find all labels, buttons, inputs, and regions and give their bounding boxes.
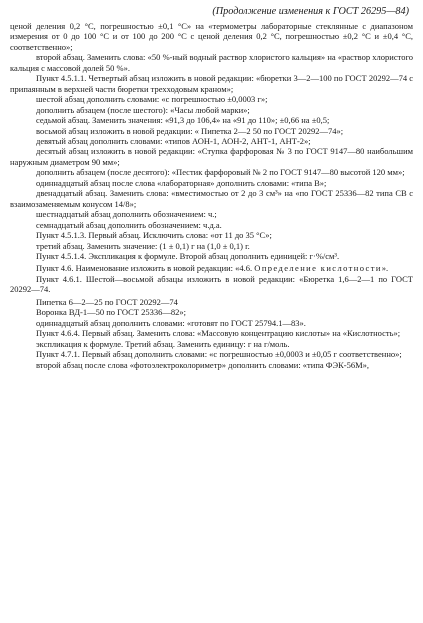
paragraph [10, 105, 413, 115]
spaced-heading-text: Определение кислотности [254, 263, 382, 274]
continuation-header: (Продолжение изменения к ГОСТ 26295—84) [212, 6, 409, 17]
paragraph-text: семнадцатый абзац дополнить обозначением: ч.д.а. [36, 219, 222, 230]
document-body [10, 21, 413, 370]
paragraph-tail: ». [381, 263, 389, 274]
paragraph [10, 297, 413, 307]
paragraph [10, 274, 413, 295]
paragraph [10, 178, 413, 188]
paragraph-text: Пункт 4.5.1.4. Экспликация к формуле. Второй абзац дополнить единицей: г·%/см³. [36, 250, 340, 261]
paragraph-text: восьмой абзац изложить в новой редакции: « Пипетка 2—2 50 по ГОСТ 20292—74»; [36, 125, 344, 136]
paragraph [10, 21, 413, 52]
paragraph [10, 241, 413, 251]
paragraph-text: второй абзац. Заменить слова: «50 %-ный водный раствор хлористого кальция» на «раствор хлористого кальция с массовой долей 50 %». [10, 52, 413, 73]
paragraph [10, 188, 413, 209]
paragraph [10, 349, 413, 359]
paragraph [10, 115, 413, 125]
paragraph [10, 220, 413, 230]
paragraph [10, 126, 413, 136]
paragraph [10, 167, 413, 177]
paragraph [10, 146, 413, 167]
paragraph-text: шестой абзац дополнить словами: «с погрешностью ±0,0003 г»; [36, 94, 268, 105]
paragraph-text: двенадцатый абзац. Заменить слова: «вместимостью от 2 до 3 см³» на «по ГОСТ 25336—82 типа СВ с взаимозаменяемым конусом 14/8»; [10, 188, 413, 209]
paragraph-text: Пункт 4.6.4. Первый абзац. Заменить слова: «Массовую концентрацию кислоты» на «Кислотность»; [36, 328, 401, 339]
paragraph [10, 339, 413, 349]
paragraph-text: шестнадцатый абзац дополнить обозначением: ч.; [36, 209, 217, 220]
paragraph-text: седьмой абзац. Заменить значения: «91,3 до 106,4» на «91 до 110»; ±0,66 на ±0,5; [36, 115, 330, 126]
paragraph [10, 209, 413, 219]
paragraph [10, 73, 413, 94]
paragraph-text: дополнить абзацем (после шестого): «Часы любой марки»; [36, 104, 250, 115]
paragraph-text: одиннадцатый абзац после слова «лабораторная» дополнить словами: «типа В»; [36, 177, 327, 188]
paragraph-text: ценой деления 0,2 °С, погрешностью ±0,1 °С» на «термометры лабораторные стеклянные с диапазоном измерения от 0 до 100 °С и от 100 до 200 °С с ценой деления 0,2 °С, погрешностью ±0,2 °С и ±0,4 °С, соответственно»; [10, 21, 413, 52]
paragraph [10, 318, 413, 328]
paragraph [10, 94, 413, 104]
paragraph-text: Пункт 4.7.1. Первый абзац дополнить словами: «с погрешностью ±0,0003 и ±0,05 г соответственно»; [36, 349, 402, 360]
paragraph-text: Пункт 4.6.1. Шестой—восьмой абзацы изложить в новой редакции: «Бюретка 1,6—2—1 по ГОСТ 20292—74. [10, 273, 413, 295]
paragraph-text: Пипетка 6—2—25 по ГОСТ 20292—74 [36, 296, 178, 307]
paragraph [10, 263, 413, 273]
paragraph [10, 136, 413, 146]
paragraph-text: Пункт 4.5.1.1. Четвертый абзац изложить в новой редакции: «бюретки 3—2—100 по ГОСТ 20292—74 с припаянным в верхней части бюретки трехходовым краном»; [10, 73, 413, 94]
paragraph [10, 360, 413, 370]
paragraph [10, 307, 413, 317]
paragraph-text: десятый абзац изложить в новой редакции: «Ступка фарфоровая № 3 по ГОСТ 9147—80 наибольшим наружным диаметром 90 мм»; [10, 146, 413, 167]
paragraph-text: дополнить абзацем (после десятого): «Пестик фарфоровый № 2 по ГОСТ 9147—80 высотой 120 мм»; [36, 167, 405, 178]
paragraph [10, 328, 413, 338]
paragraph [10, 230, 413, 240]
paragraph-text: экспликация к формуле. Третий абзац. Заменить единицу: г на г/моль. [36, 338, 290, 349]
paragraph-text: Воронка ВД-1—50 по ГОСТ 25336—82»; [36, 307, 186, 318]
paragraph-text: девятый абзац дополнить словами: «типов АОН-1, АОН-2, АНТ-1, АНТ-2»; [36, 135, 311, 146]
paragraph [10, 52, 413, 73]
paragraph-text: Пункт 4.6. Наименование изложить в новой редакции: «4.6. [36, 263, 255, 274]
paragraph-text: Пункт 4.5.1.3. Первый абзац. Исключить слова: «от 11 до 35 °С»; [36, 230, 272, 241]
paragraph [10, 251, 413, 261]
paragraph-text: второй абзац после слова «фотоэлектроколориметр» дополнить словами: «типа ФЭК-56М», [36, 359, 370, 370]
paragraph-text: одиннадцатый абзац дополнить словами: «готовят по ГОСТ 25794.1—83». [36, 317, 306, 328]
paragraph-text: третий абзац. Заменить значение: (1 ± 0,1) г на (1,0 ± 0,1) г. [36, 240, 250, 251]
